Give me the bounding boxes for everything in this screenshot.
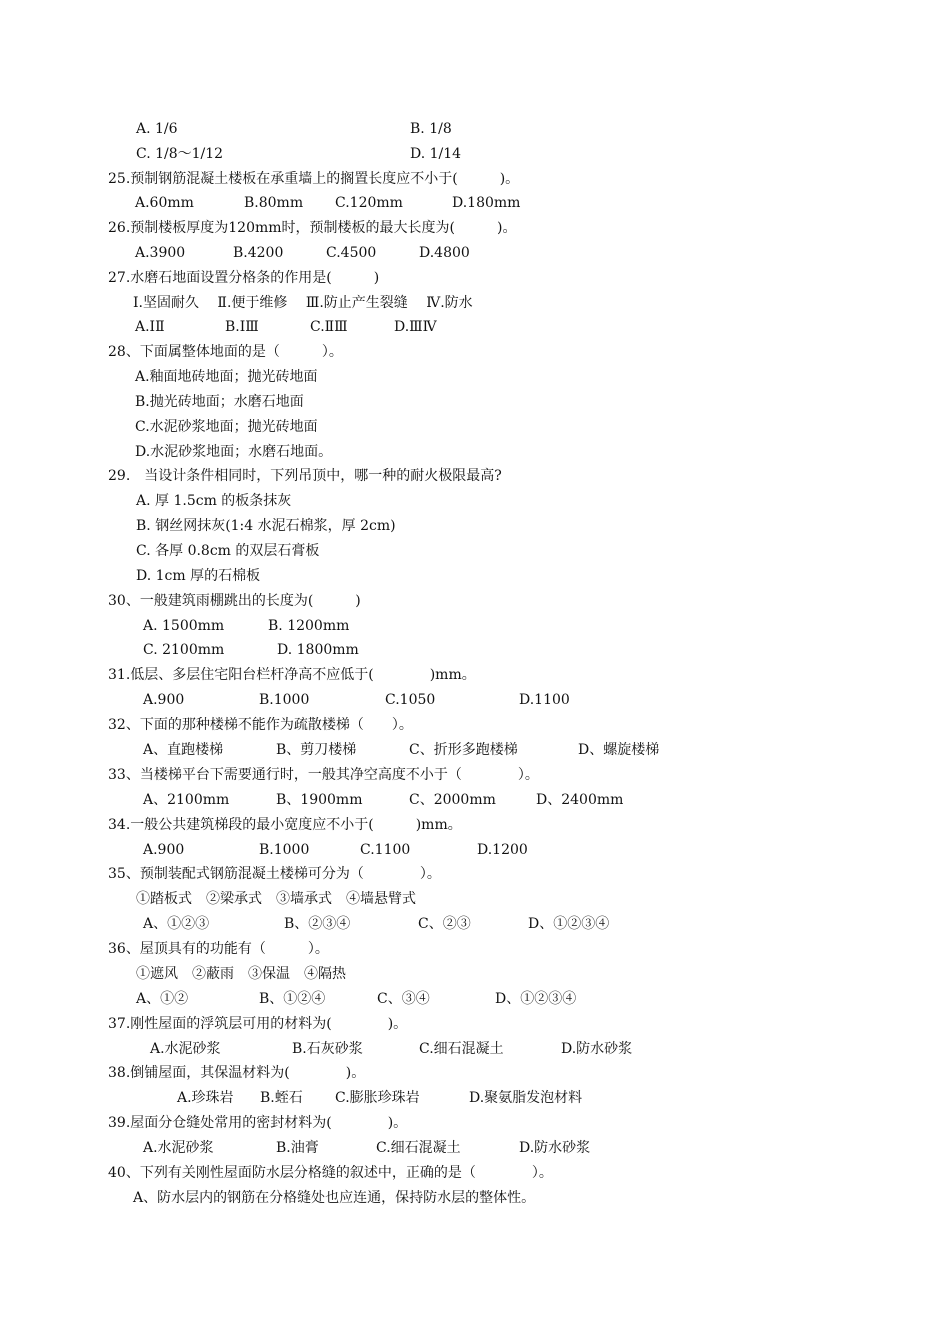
text-line: A、防水层内的钢筋在分格缝处也应连通，保持防水层的整体性。 bbox=[133, 1190, 536, 1206]
text-line: C. 2100mm bbox=[143, 642, 225, 658]
text-line: A. 1500mm bbox=[143, 618, 225, 634]
text-line: C.水泥砂浆地面；抛光砖地面 bbox=[135, 419, 318, 435]
text-line: D.4800 bbox=[419, 245, 470, 261]
text-line: 26.预制楼板厚度为120mm时，预制楼板的最大长度为( )。 bbox=[108, 220, 517, 236]
text-line: 36、屋顶具有的功能有（ ）。 bbox=[108, 941, 329, 957]
text-line: 37.刚性屋面的浮筑层可用的材料为( )。 bbox=[108, 1016, 408, 1032]
text-line: C、2000mm bbox=[409, 792, 496, 808]
text-line: 39.屋面分仓缝处常用的密封材料为( )。 bbox=[108, 1115, 408, 1131]
text-line: C、②③ bbox=[418, 916, 471, 932]
text-line: 34.一般公共建筑梯段的最小宽度应不小于( )mm。 bbox=[108, 817, 462, 833]
text-line: A.900 bbox=[143, 692, 185, 708]
text-line: C.1100 bbox=[360, 842, 411, 858]
text-line: C.ⅡⅢ bbox=[310, 319, 348, 335]
text-line: A.900 bbox=[143, 842, 185, 858]
text-line: B.1000 bbox=[259, 692, 310, 708]
text-line: B.80mm bbox=[244, 195, 304, 211]
text-line: 33、当楼梯平台下需要通行时，一般其净空高度不小于（ ）。 bbox=[108, 767, 539, 783]
text-line: B.石灰砂浆 bbox=[292, 1041, 363, 1057]
text-line: 31.低层、多层住宅阳台栏杆净高不应低于( )mm。 bbox=[108, 667, 476, 683]
text-line: B.蛭石 bbox=[260, 1090, 303, 1106]
text-line: B、1900mm bbox=[276, 792, 363, 808]
text-line: A、2100mm bbox=[143, 792, 230, 808]
text-line: 30、一般建筑雨棚跳出的长度为( ) bbox=[108, 593, 361, 609]
text-line: 29. 当设计条件相同时，下列吊顶中，哪一种的耐火极限最高? bbox=[108, 468, 502, 484]
text-line: D、①②③④ bbox=[528, 916, 610, 932]
text-line: 32、下面的那种楼梯不能作为疏散楼梯（ ）。 bbox=[108, 717, 413, 733]
text-line: C.细石混凝土 bbox=[376, 1140, 461, 1156]
text-line: 35、预制装配式钢筋混凝土楼梯可分为（ ）。 bbox=[108, 866, 441, 882]
text-line: B. 1200mm bbox=[268, 618, 350, 634]
text-line: A、①② bbox=[136, 991, 189, 1007]
text-line: D. 1800mm bbox=[277, 642, 359, 658]
text-line: C.120mm bbox=[335, 195, 403, 211]
text-line: D.1200 bbox=[477, 842, 528, 858]
text-line: B.抛光砖地面；水磨石地面 bbox=[135, 394, 304, 410]
text-line: B、②③④ bbox=[284, 916, 351, 932]
text-line: D.防水砂浆 bbox=[519, 1140, 591, 1156]
text-line: D、螺旋楼梯 bbox=[578, 742, 660, 758]
text-line: C.膨胀珍珠岩 bbox=[335, 1090, 420, 1106]
text-line: 38.倒铺屋面，其保温材料为( )。 bbox=[108, 1065, 366, 1081]
text-line: C、③④ bbox=[377, 991, 430, 1007]
text-line: C.细石混凝土 bbox=[419, 1041, 504, 1057]
text-line: D、①②③④ bbox=[495, 991, 577, 1007]
text-line: A. 1/6 bbox=[136, 121, 178, 137]
text-line: D.ⅢⅣ bbox=[394, 319, 437, 335]
text-line: A.水泥砂浆 bbox=[150, 1041, 221, 1057]
text-line: C. 各厚 0.8cm 的双层石膏板 bbox=[136, 543, 320, 559]
text-line: A.3900 bbox=[135, 245, 186, 261]
text-line: C. 1/8～1/12 bbox=[136, 146, 224, 162]
text-line: A.60mm bbox=[135, 195, 194, 211]
text-line: 27.水磨石地面设置分格条的作用是( ) bbox=[108, 270, 380, 286]
text-line: D. 1cm 厚的石棉板 bbox=[136, 568, 261, 584]
text-line: B、剪刀楼梯 bbox=[276, 742, 357, 758]
text-line: D、2400mm bbox=[536, 792, 624, 808]
text-line: C.1050 bbox=[385, 692, 436, 708]
text-line: A、直跑楼梯 bbox=[143, 742, 224, 758]
text-line: B.4200 bbox=[233, 245, 284, 261]
text-line: ①踏板式 ②梁承式 ③墙承式 ④墙悬臂式 bbox=[136, 891, 416, 907]
text-line: C.4500 bbox=[326, 245, 377, 261]
text-line: A.ⅠⅡ bbox=[135, 319, 165, 335]
text-line: B. 钢丝网抹灰(1:4 水泥石棉浆，厚 2cm) bbox=[136, 518, 396, 534]
text-line: 40、下列有关刚性屋面防水层分格缝的叙述中，正确的是（ ）。 bbox=[108, 1165, 553, 1181]
text-line: B.油膏 bbox=[276, 1140, 319, 1156]
text-line: C、折形多跑楼梯 bbox=[409, 742, 518, 758]
text-line: A、①②③ bbox=[143, 916, 210, 932]
text-line: B、①②④ bbox=[259, 991, 326, 1007]
text-line: D.聚氨脂发泡材料 bbox=[469, 1090, 583, 1106]
text-line: A.釉面地砖地面；抛光砖地面 bbox=[135, 369, 318, 385]
text-line: ①遮风 ②蔽雨 ③保温 ④隔热 bbox=[136, 966, 346, 982]
text-line: B. 1/8 bbox=[410, 121, 452, 137]
text-line: 25.预制钢筋混凝土楼板在承重墙上的搁置长度应不小于( )。 bbox=[108, 171, 520, 187]
text-line: Ⅰ.坚固耐久 Ⅱ.便于维修 Ⅲ.防止产生裂缝 Ⅳ.防水 bbox=[133, 295, 473, 311]
text-line: D.防水砂浆 bbox=[561, 1041, 633, 1057]
text-line: D.1100 bbox=[519, 692, 570, 708]
text-line: B.1000 bbox=[259, 842, 310, 858]
text-line: D. 1/14 bbox=[410, 146, 462, 162]
text-line: 28、下面属整体地面的是（ ）。 bbox=[108, 344, 343, 360]
text-line: A. 厚 1.5cm 的板条抹灰 bbox=[136, 493, 292, 509]
text-line: B.ⅠⅢ bbox=[225, 319, 259, 335]
text-line: A.水泥砂浆 bbox=[143, 1140, 214, 1156]
text-line: A.珍珠岩 bbox=[177, 1090, 234, 1106]
text-line: D.180mm bbox=[452, 195, 521, 211]
text-line: D.水泥砂浆地面；水磨石地面。 bbox=[135, 444, 333, 460]
